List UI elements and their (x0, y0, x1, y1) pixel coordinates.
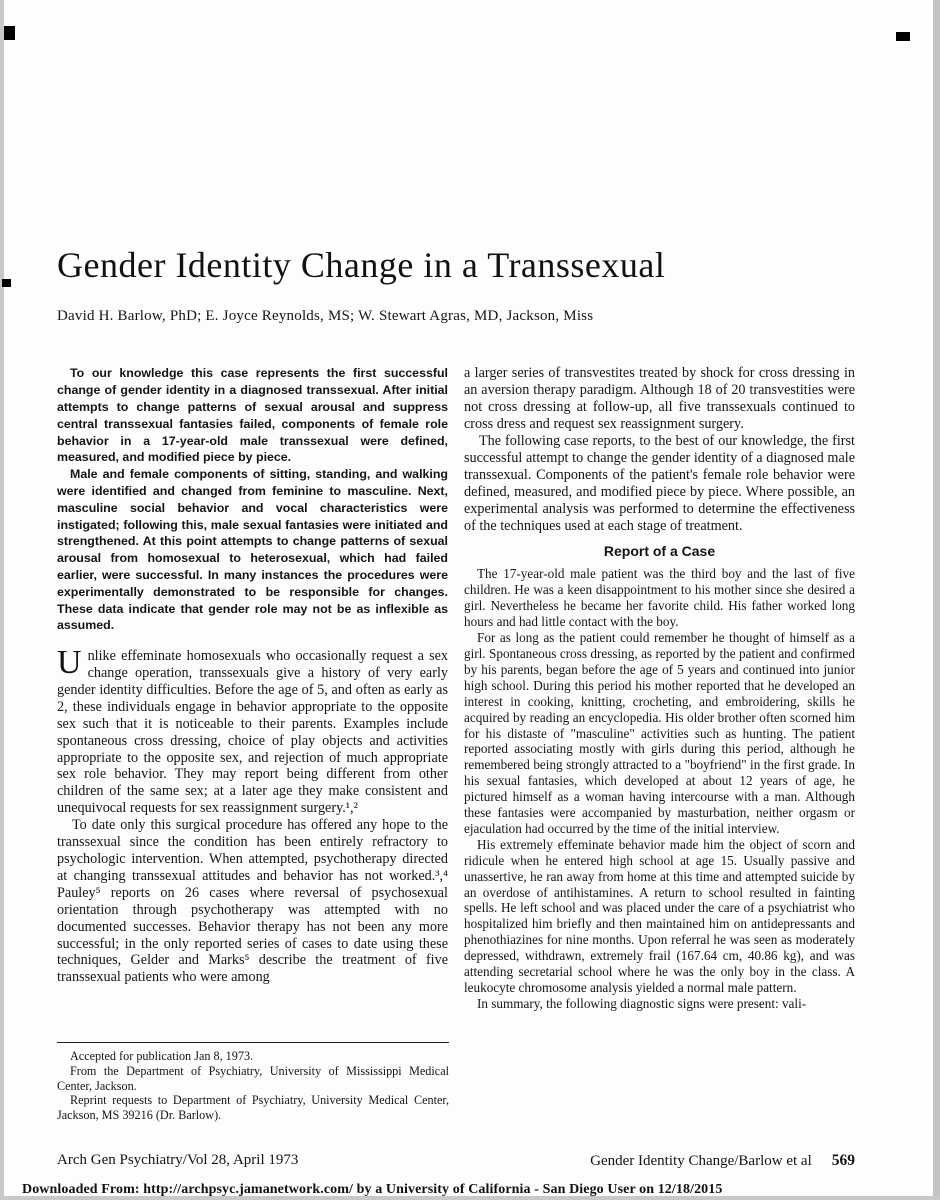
case-paragraph-2: For as long as the patient could remember he thought of himself as a girl. Spontaneous cross dressing, as reported by the patient and confirmed by his parents, began before the age of 5 years and continued into junior high school. During this period his mother reported that he developed an interest in cooking, knitting, crocheting, and embroidering, skills he acquired by reading an encyclopedia. His older brother often scorned him for his distaste of "masculine" activities such as hunting. The patient reported associating mostly with girls during this period, although he remembered being strongly attracted to a "boyfriend" in the first grade. In his sexual fantasies, which developed at about 12 years of age, he pictured himself as a woman having intercourse with a man. Although these fantasies were accompanied by masturbation, neither orgasm or ejaculation had occurred by the time of the initial interview. (464, 630, 855, 836)
article-title: Gender Identity Change in a Transsexual (57, 245, 666, 285)
footnote-affiliation: From the Department of Psychiatry, University of Mississippi Medical Center, Jackson. (57, 1063, 449, 1093)
two-column-layout (57, 365, 855, 1011)
drop-cap: U (57, 644, 82, 682)
scan-mark-left-margin (2, 279, 11, 287)
scan-mark-top-left (4, 26, 15, 40)
body-paragraph-4: The following case reports, to the best of our knowledge, the first successful attempt to change the gender identity of a diagnosed male transsexual. Components of the patient's female role behavior were defined, measured, and modified piece by piece. Where possible, an experimental analysis was performed to determine the effectiveness of the techniques used at each stage of treatment. (464, 433, 855, 534)
body-paragraph-3: a larger series of transvestites treated by shock for cross dressing in an aversion therapy paradigm. Although 18 of 20 transvestities were not cross dressing at follow-up, all five transsexuals continued to cross dress and request sex reassignment surgery. (464, 365, 855, 433)
section-heading-report-of-a-case: Report of a Case (603, 543, 716, 560)
scan-mark-top-right (896, 32, 910, 41)
abstract-paragraph-1: To our knowledge this case represents the first successful change of gender identity in a diagnosed transsexual. After initial attempts to change patterns of sexual arousal and suppress central transsexual fantasies failed, components of female role behavior in a 17-year-old male transsexual were defined, measured, and modified piece by piece. (57, 366, 448, 465)
scan-edge-left (0, 0, 4, 1200)
left-column (57, 365, 448, 986)
author-footnotes (57, 1042, 449, 1123)
body-paragraph-2: To date only this surgical procedure has offered any hope to the transsexual since the condition has been entirely refractory to psychologic intervention. When attempted, psychotherapy directed at changing transsexual attitudes and behavior has not worked.³,⁴ Pauley⁵ reports on 26 cases where reversal of psychosexual orientation through psychotherapy was attempted with no documented successes. Behavior therapy has not been any more successful; in the only reported series of cases to date using these techniques, Gelder and Marks⁵ describe the treatment of five transsexual patients who were among (57, 817, 448, 986)
abstract-paragraph-2: Male and female components of sitting, standing, and walking were identified and changed from feminine to masculine. Next, masculine social behavior and vocal characteristics were instigated; following this, male sexual fantasies were initiated and strengthened. At this point attempts to change patterns of sexual arousal from homosexual to heterosexual, which had failed earlier, were successful. In many instances the procedures were experimentally demonstrated to be responsible for changes. These data indicate that gender role may not be as inflexible as assumed. (57, 467, 448, 633)
page-number: 569 (831, 1152, 855, 1169)
body-paragraph-1 (57, 644, 448, 817)
case-paragraph-4: In summary, the following diagnostic signs were present: vali- (477, 995, 807, 1011)
scan-edge-right (933, 0, 940, 1200)
download-watermark: Downloaded From: http://archpsyc.jamanetwork.com/ by a University of California - San Diego User on 12/18/2015 (22, 1182, 723, 1197)
footnote-accepted: Accepted for publication Jan 8, 1973. (70, 1049, 254, 1063)
case-paragraph-1: The 17-year-old male patient was the third boy and the last of five children. He was a keen disappointment to his mother since she desired a girl. Nevertheless he became her favorite child. His father worked long hours and had little contact with the boy. (464, 566, 855, 630)
journal-citation: Arch Gen Psychiatry/Vol 28, April 1973 (57, 1152, 299, 1168)
footnote-reprints: Reprint requests to Department of Psychiatry, University Medical Center, Jackson, MS 39216 (Dr. Barlow). (57, 1093, 449, 1123)
right-column (464, 365, 855, 1011)
article-authors: David H. Barlow, PhD; E. Joyce Reynolds, MS; W. Stewart Agras, MD, Jackson, Miss (57, 308, 594, 325)
case-paragraph-3: His extremely effeminate behavior made him the object of scorn and ridicule when he entered high school at age 15. Usually passive and unassertive, he ran away from home at this time and attempted suicide by an overdose of antihistamines. A return to school resulted in fainting spells. He left school and was placed under the care of a psychiatrist who hospitalized him briefly and then maintained him on antidepressants and phenothiazines for nine months. Upon referral he was seen as moderately depressed, withdrawn, extremely frail (167.64 cm, 40.86 kg), and was attending secretarial school where he was the only boy in the class. A leukocyte chromosome analysis yielded a normal male pattern. (464, 836, 855, 996)
running-head-group (590, 1152, 855, 1170)
footnote-divider (57, 1042, 449, 1043)
running-head: Gender Identity Change/Barlow et al (590, 1153, 812, 1169)
page-footer (57, 1152, 855, 1170)
body-paragraph-1-text: nlike effeminate homosexuals who occasionally request a sex change operation, transsexuals give a history of very early gender identity difficulties. Before the age of 5, and often as early as 2, these individuals engage in behavior appropriate to the opposite sex such that it is noticeable to their parents. Examples include spontaneous cross dressing, choice of play objects and activities appropriate to the opposite sex, and rejection of much appropriate sex role behavior. They may report being different from other children of the same sex; at a later age they make consistent and unequivocal requests for sex reassignment surgery.¹,² (57, 648, 448, 817)
abstract (57, 365, 448, 634)
